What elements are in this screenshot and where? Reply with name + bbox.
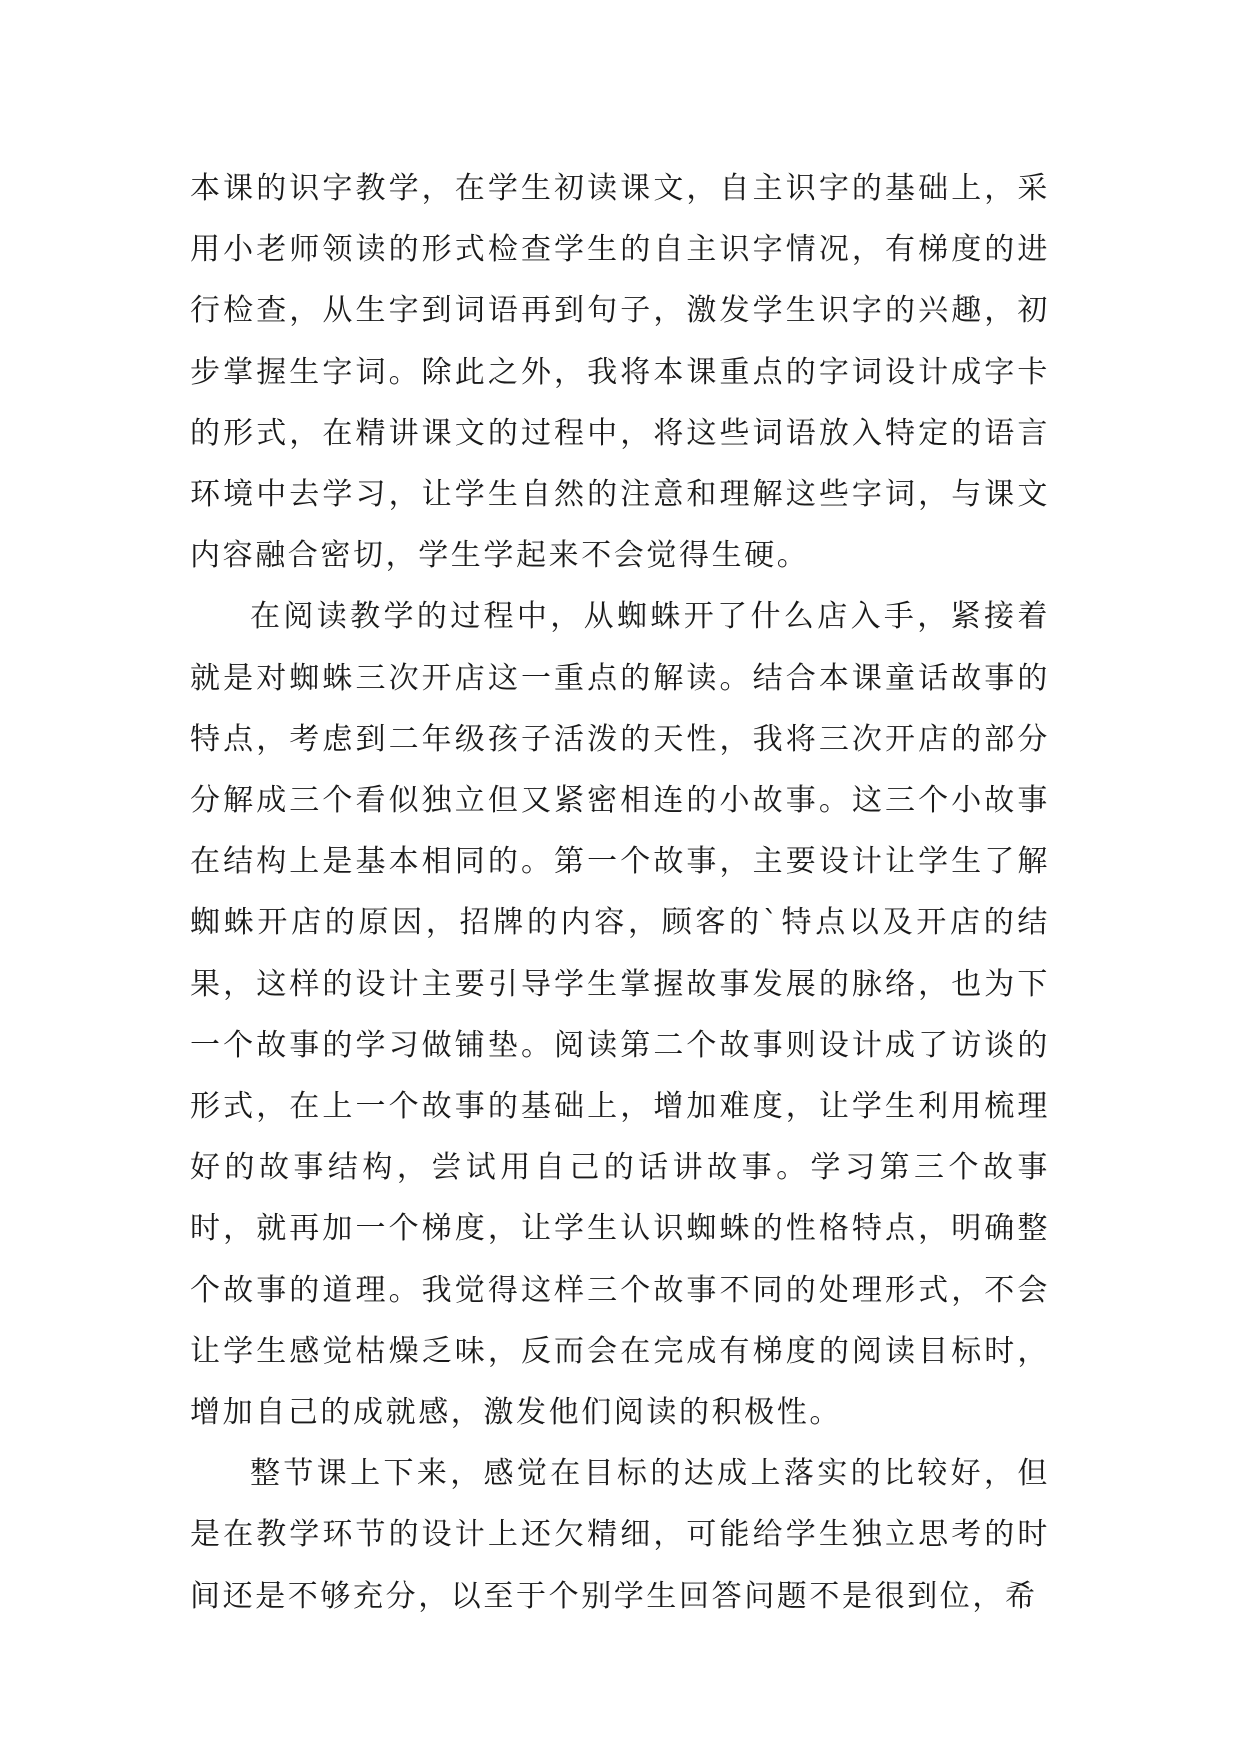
paragraph-identify-characters: 本课的识字教学，在学生初读课文，自主识字的基础上，采用小老师领读的形式检查学生的自主识字情况，有梯度的进行检查，从生字到词语再到句子，激发学生识字的兴趣，初步掌握生字词。除此之外，我将本课重点的字词设计成字卡的形式，在精讲课文的过程中，将这些词语放入特定的语言环境中去学习，让学生自然的注意和理解这些字词，与课文内容融合密切，学生学起来不会觉得生硬。 bbox=[190, 171, 1050, 574]
paragraph-reading-teaching: 在阅读教学的过程中，从蜘蛛开了什么店入手，紧接着就是对蜘蛛三次开店这一重点的解读。结合本课童话故事的特点，考虑到二年级孩子活泼的天性，我将三次开店的部分分解成三个看似独立但又紧密相连的小故事。这三个小故事在结构上是基本相同的。第一个故事，主要设计让学生了解蜘蛛开店的原因，招牌的内容，顾客的`特点以及开店的结果，这样的设计主要引导学生掌握故事发展的脉络，也为下一个故事的学习做铺垫。阅读第二个故事则设计成了访谈的形式，在上一个故事的基础上，增加难度，让学生利用梳理好的故事结构，尝试用自己的话讲故事。学习第三个故事时，就再加一个梯度，让学生认识蜘蛛的性格特点，明确整个故事的道理。我觉得这样三个故事不同的处理形式，不会让学生感觉枯燥乏味，反而会在完成有梯度的阅读目标时，增加自己的成就感，激发他们阅读的积极性。 bbox=[190, 599, 1050, 1431]
paragraph-reflection: 整节课上下来，感觉在目标的达成上落实的比较好，但是在教学环节的设计上还欠精细，可能给学生独立思考的时间还是不够充分，以至于个别学生回答问题不是很到位，希 bbox=[190, 1456, 1050, 1614]
document-body bbox=[190, 158, 1050, 1627]
